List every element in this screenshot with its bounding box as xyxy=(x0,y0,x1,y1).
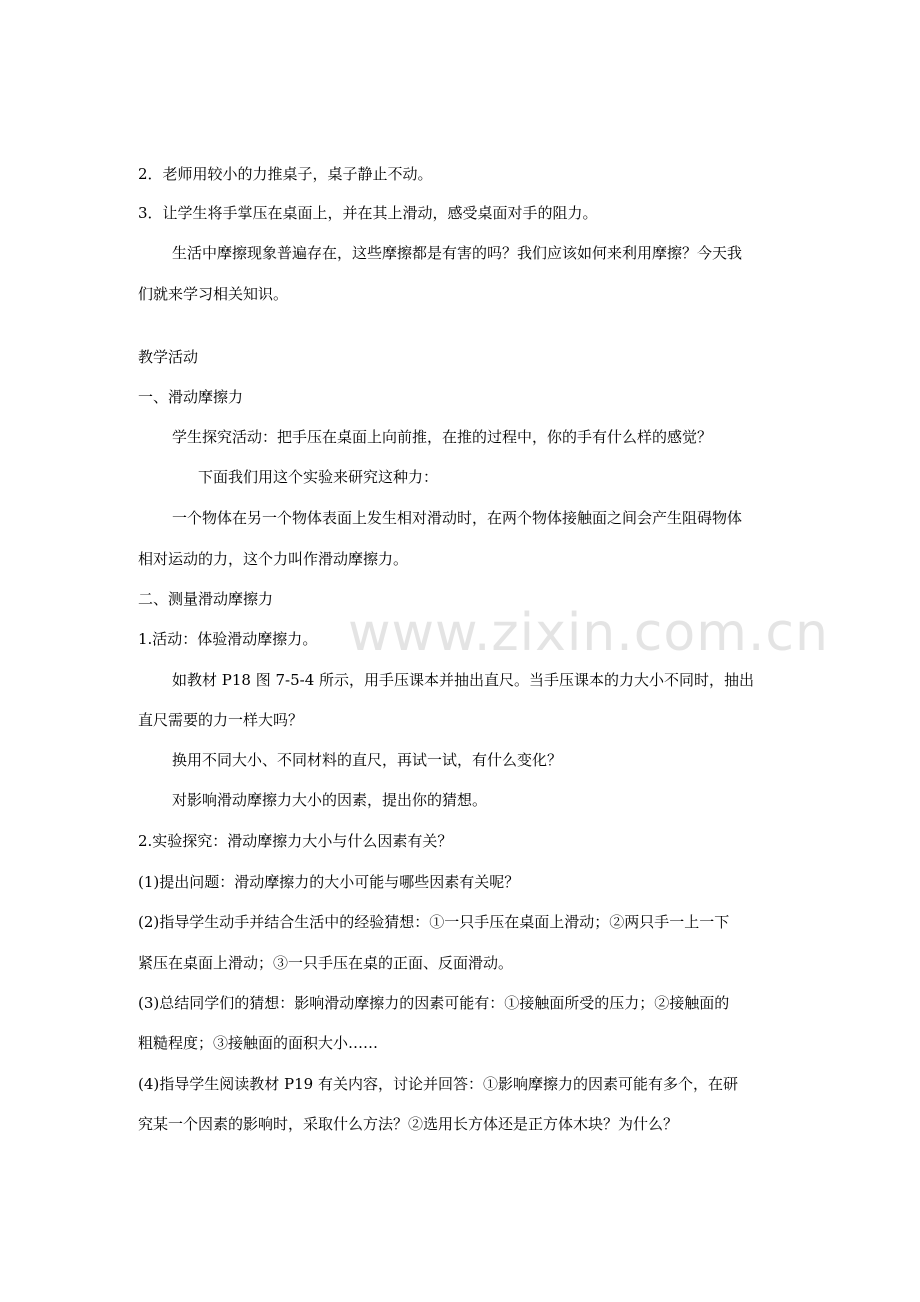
paragraph-line: (2)指导学生动手并结合生活中的经验猜想：①一只手压在桌面上滑动；②两只手一上一下 xyxy=(138,913,730,931)
paragraph-line: 们就来学习相关知识。 xyxy=(138,285,289,303)
paragraph-line: 直尺需要的力一样大吗？ xyxy=(138,711,304,729)
paragraph-line: 粗糙程度；③接触面的面积大小…… xyxy=(138,1034,379,1052)
paragraph-line: 对影响滑动摩擦力大小的因素，提出你的猜想。 xyxy=(172,791,488,809)
section-heading: 教学活动 xyxy=(138,348,199,366)
paragraph-line: 2.实验探究：滑动摩擦力大小与什么因素有关？ xyxy=(138,832,453,850)
paragraph-line: 3．让学生将手掌压在桌面上，并在其上滑动，感受桌面对手的阻力。 xyxy=(138,204,598,222)
paragraph-line: 究某一个因素的影响时，采取什么方法？②选用长方体还是正方体木块？为什么？ xyxy=(138,1115,679,1133)
section-heading: 一、滑动摩擦力 xyxy=(138,388,244,406)
paragraph-line: 生活中摩擦现象普遍存在，这些摩擦都是有害的吗？我们应该如何来利用摩擦？今天我 xyxy=(172,244,743,262)
paragraph-line: 2．老师用较小的力推桌子，桌子静止不动。 xyxy=(138,165,433,183)
watermark: www.zixin.com.cn xyxy=(348,603,829,663)
paragraph-line: 1.活动：体验滑动摩擦力。 xyxy=(138,630,318,648)
paragraph-line: (3)总结同学们的猜想：影响滑动摩擦力的因素可能有：①接触面所受的压力；②接触面的 xyxy=(138,994,730,1012)
paragraph-line: 紧压在桌面上滑动；③一只手压在桌的正面、反面滑动。 xyxy=(138,954,514,972)
section-heading: 二、测量滑动摩擦力 xyxy=(138,590,274,608)
paragraph-line: 学生探究活动：把手压在桌面上向前推，在推的过程中，你的手有什么样的感觉？ xyxy=(172,428,713,446)
paragraph-line: (1)提出问题：滑动摩擦力的大小可能与哪些因素有关呢？ xyxy=(138,873,520,891)
paragraph-line: 一个物体在另一个物体表面上发生相对滑动时，在两个物体接触面之间会产生阻碍物体 xyxy=(172,509,743,527)
paragraph-line: (4)指导学生阅读教材 P19 有关内容，讨论并回答：①影响摩擦力的因素可能有多个，在研 xyxy=(138,1075,738,1093)
paragraph-line: 相对运动的力，这个力叫作滑动摩擦力。 xyxy=(138,550,409,568)
paragraph-line: 如教材 P18 图 7-5-4 所示，用手压课本并抽出直尺。当手压课本的力大小不同时，抽出 xyxy=(172,671,755,689)
paragraph-line: 下面我们用这个实验来研究这种力： xyxy=(198,468,439,486)
paragraph-line: 换用不同大小、不同材料的直尺，再试一试，有什么变化？ xyxy=(172,751,563,769)
